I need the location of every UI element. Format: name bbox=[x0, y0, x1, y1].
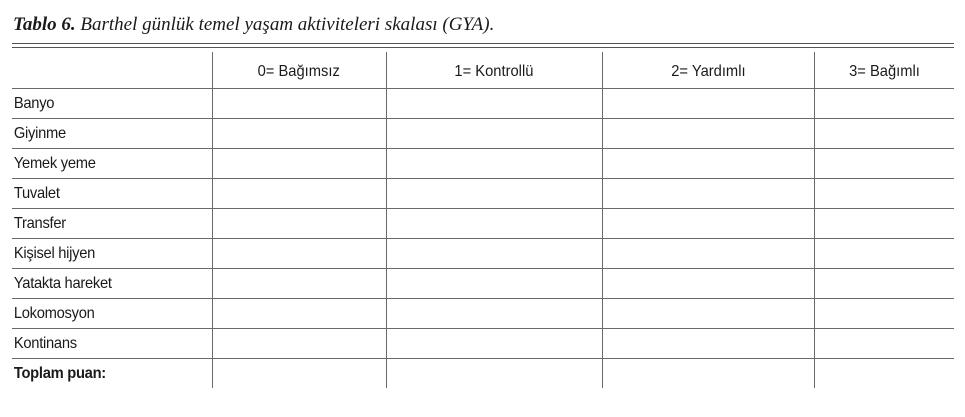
score-cell bbox=[814, 269, 954, 299]
row-label-giyinme: Giyinme bbox=[12, 119, 196, 149]
score-cell bbox=[212, 179, 386, 209]
header-cell-activity bbox=[12, 52, 212, 89]
total-row bbox=[12, 359, 954, 389]
table-row bbox=[12, 119, 954, 149]
table-row bbox=[12, 269, 954, 299]
score-cell bbox=[814, 119, 954, 149]
caption-label: Tablo 6. bbox=[13, 14, 76, 35]
row-label-transfer: Transfer bbox=[12, 209, 196, 239]
row-label-banyo: Banyo bbox=[12, 89, 196, 119]
score-cell bbox=[814, 329, 954, 359]
score-cell bbox=[814, 239, 954, 269]
score-cell bbox=[386, 299, 602, 329]
score-cell bbox=[386, 119, 602, 149]
header-cell-dependent: 3= Bağımlı bbox=[814, 52, 954, 89]
score-cell bbox=[602, 269, 814, 299]
score-cell bbox=[386, 179, 602, 209]
row-label-kontinans: Kontinans bbox=[12, 329, 196, 359]
score-cell bbox=[602, 359, 814, 389]
score-cell bbox=[212, 329, 386, 359]
score-cell bbox=[602, 209, 814, 239]
score-cell bbox=[602, 89, 814, 119]
header-cell-assisted: 2= Yardımlı bbox=[602, 52, 814, 89]
score-cell bbox=[386, 89, 602, 119]
header-cell-independent: 0= Bağımsız bbox=[212, 52, 386, 89]
table-row bbox=[12, 239, 954, 269]
table-row bbox=[12, 89, 954, 119]
row-label-yemek-yeme: Yemek yeme bbox=[12, 149, 196, 179]
score-cell bbox=[386, 149, 602, 179]
score-cell bbox=[602, 119, 814, 149]
score-cell bbox=[212, 359, 386, 389]
score-cell bbox=[814, 209, 954, 239]
total-score-label: Toplam puan: bbox=[12, 359, 196, 389]
score-cell bbox=[814, 359, 954, 389]
barthel-scale-table bbox=[12, 52, 954, 388]
score-cell bbox=[814, 149, 954, 179]
score-cell bbox=[212, 89, 386, 119]
score-cell bbox=[386, 359, 602, 389]
score-cell bbox=[814, 179, 954, 209]
table-caption bbox=[13, 14, 494, 36]
score-cell bbox=[602, 329, 814, 359]
score-cell bbox=[386, 269, 602, 299]
caption-text: Barthel günlük temel yaşam aktiviteleri skalası (GYA). bbox=[80, 14, 495, 35]
table-row bbox=[12, 209, 954, 239]
score-cell bbox=[212, 119, 386, 149]
table-row bbox=[12, 149, 954, 179]
score-cell bbox=[602, 179, 814, 209]
table-row bbox=[12, 329, 954, 359]
score-cell bbox=[386, 209, 602, 239]
score-cell bbox=[814, 89, 954, 119]
score-cell bbox=[602, 239, 814, 269]
row-label-tuvalet: Tuvalet bbox=[12, 179, 196, 209]
score-cell bbox=[386, 329, 602, 359]
row-label-yatakta-hareket: Yatakta hareket bbox=[12, 269, 196, 299]
score-cell bbox=[602, 149, 814, 179]
row-label-kisisel-hijyen: Kişisel hijyen bbox=[12, 239, 196, 269]
top-rule bbox=[12, 43, 954, 44]
score-cell bbox=[212, 269, 386, 299]
header-cell-supervised: 1= Kontrollü bbox=[386, 52, 602, 89]
score-cell bbox=[212, 149, 386, 179]
score-cell bbox=[212, 239, 386, 269]
score-cell bbox=[212, 209, 386, 239]
score-cell bbox=[602, 299, 814, 329]
score-cell bbox=[814, 299, 954, 329]
score-cell bbox=[212, 299, 386, 329]
header-row bbox=[12, 52, 954, 89]
top-rule-double bbox=[12, 47, 954, 48]
table-row bbox=[12, 179, 954, 209]
row-label-lokomosyon: Lokomosyon bbox=[12, 299, 196, 329]
table-row bbox=[12, 299, 954, 329]
score-cell bbox=[386, 239, 602, 269]
